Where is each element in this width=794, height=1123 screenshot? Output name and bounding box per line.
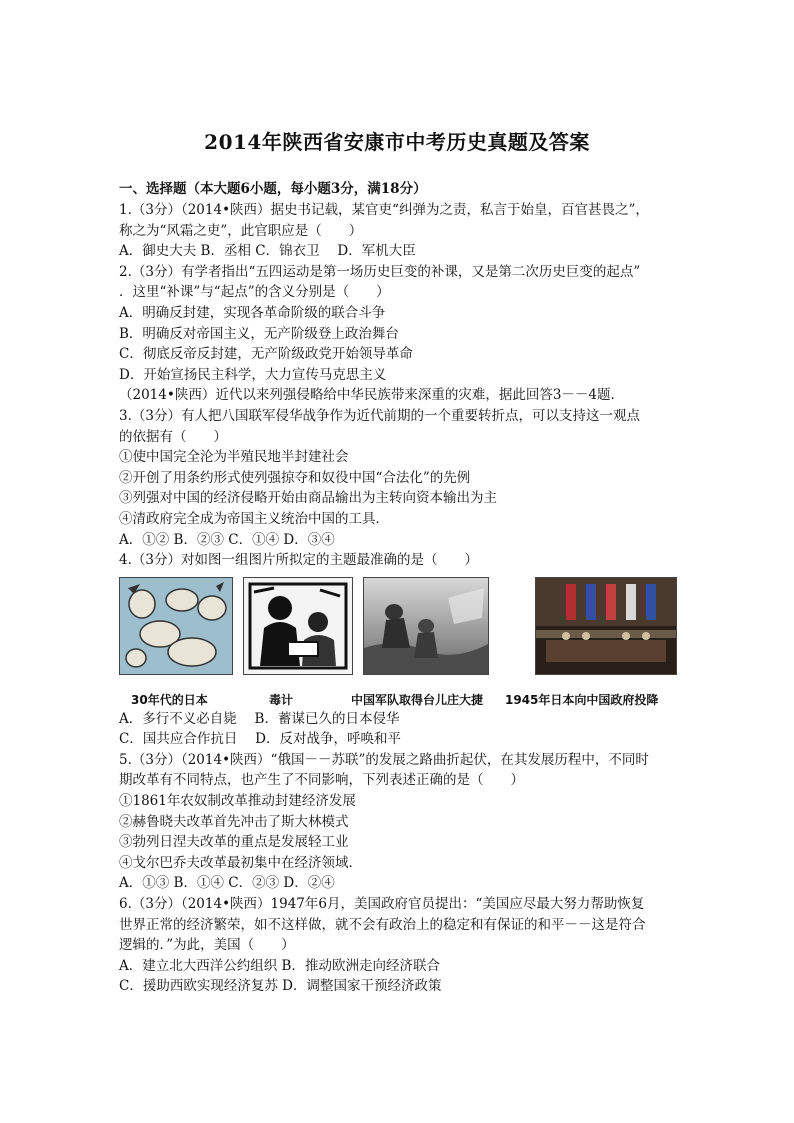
section-heading: 一、选择题（本大题6小题，每小题3分，满18分） <box>119 181 427 197</box>
q3-statement-3: ③列强对中国的经济侵略开始由商品输出为主转向资本输出为主 <box>119 490 497 507</box>
group-intro: （2014•陕西）近代以来列强侵略给中华民族带来深重的灾难，据此回答3－－4题． <box>119 387 624 404</box>
q5-stem-line-1: 5.（3分）（2014•陕西）“俄国－－苏联”的发展之路曲折起伏，在其发展历程中，不同时 <box>119 751 649 768</box>
q2-stem-line-2: ．这里“补课”与“起点”的含义分别是（ ） <box>119 284 390 301</box>
q3-stem-line-1: 3.（3分）有人把八国联军侵华战争作为近代前期的一个重要转折点，可以支持这一观点 <box>119 407 640 424</box>
japan-surrender-1945-photo <box>535 577 677 675</box>
q5-statement-2: ②赫鲁晓夫改革首先冲击了斯大林模式 <box>119 813 349 830</box>
caption-2: 毒计 <box>269 692 294 707</box>
q5-stem-line-2: 期改革有不同特点，也产生了不同影响，下列表述正确的是（ ） <box>119 772 524 789</box>
q3-statement-2: ②开创了用条约形式使列强掠夺和奴役中国“合法化”的先例 <box>119 469 471 486</box>
q2-option-d: D．开始宣扬民主科学，大力宣传马克思主义 <box>119 366 387 383</box>
poison-plot-woodcut-image <box>243 577 353 675</box>
q6-stem-line-1: 6.（3分）（2014•陕西）1947年6月，美国政府官员提出：“美国应尽最大努力帮助恢复 <box>119 896 645 913</box>
q4-options-cd: C．国共应合作抗日 D．反对战争，呼唤和平 <box>119 731 401 748</box>
q5-statement-3: ③勃列日涅夫改革的重点是发展轻工业 <box>119 834 349 851</box>
q2-stem-line-1: 2.（3分）有学者指出“五四运动是第一场历史巨变的补课，又是第二次历史巨变的起点” <box>119 263 641 280</box>
q4-stem: 4.（3分）对如图一组图片所拟定的主题最准确的是（ ） <box>119 552 478 569</box>
q5-options: A．①③ B．①④ C．②③ D．②④ <box>119 875 335 892</box>
picture-group <box>119 577 679 709</box>
question-3 <box>119 406 679 550</box>
q5-statement-1: ①1861年农奴制改革推动封建经济发展 <box>119 793 356 810</box>
q1-stem-line-2: 称之为“风霜之吏”，此官职应是（ ） <box>119 222 363 239</box>
caption-1: 30年代的日本 <box>131 692 208 707</box>
q5-statement-4: ④戈尔巴乔夫改革最初集中在经济领域． <box>119 854 362 871</box>
caption-3: 中国军队取得台儿庄大捷 <box>351 692 484 707</box>
q3-options: A．①② B．②③ C．①④ D．③④ <box>119 531 335 548</box>
q6-options-ab: A．建立北大西洋公约组织 B．推动欧洲走向经济联合 <box>119 957 440 974</box>
taierzhuang-battle-photo <box>363 577 489 675</box>
q4-options-ab: A．多行不义必自毙 B．蓄谋已久的日本侵华 <box>119 710 400 727</box>
q3-stem-line-2: 的依据有（ ） <box>119 428 227 445</box>
picture-captions <box>119 691 679 709</box>
page-title: 2014年陕西省安康市中考历史真题及答案 <box>204 130 590 154</box>
q1-options: A．御史大夫 B．丞相 C．锦衣卫 D．军机大臣 <box>119 243 416 260</box>
q2-option-c: C．彻底反帝反封建，无产阶级政党开始领导革命 <box>119 346 413 363</box>
q3-statement-4: ④清政府完全成为帝国主义统治中国的工具． <box>119 510 389 527</box>
question-5 <box>119 750 679 894</box>
q6-stem-line-2: 世界正常的经济繁荣，如不这样做，就不会有政治上的稳定和有保证的和平－－这是符合 <box>119 916 646 933</box>
question-1 <box>119 200 679 262</box>
q6-stem-line-3: 逻辑的．”为此，美国（ ） <box>119 937 295 954</box>
caption-4: 1945年日本向中国政府投降 <box>505 692 659 707</box>
question-2 <box>119 262 679 386</box>
question-6 <box>119 894 679 997</box>
exam-content <box>119 179 679 997</box>
q6-options-cd: C．援助西欧实现经济复苏 D．调整国家干预经济政策 <box>119 978 442 995</box>
q3-statement-1: ①使中国完全沦为半殖民地半封建社会 <box>119 449 349 466</box>
q2-option-a: A．明确反封建，实现各革命阶级的联合斗争 <box>119 304 386 321</box>
q1-stem-line-1: 1.（3分）（2014•陕西）据史书记载，某官吏“纠弹为之责，私言于始皇，百官甚畏之”， <box>119 202 649 218</box>
q2-option-b: B．明确反对帝国主义，无产阶级登上政治舞台 <box>119 325 399 342</box>
question-4 <box>119 550 679 750</box>
japan-1930s-cartoon-image <box>119 577 233 675</box>
